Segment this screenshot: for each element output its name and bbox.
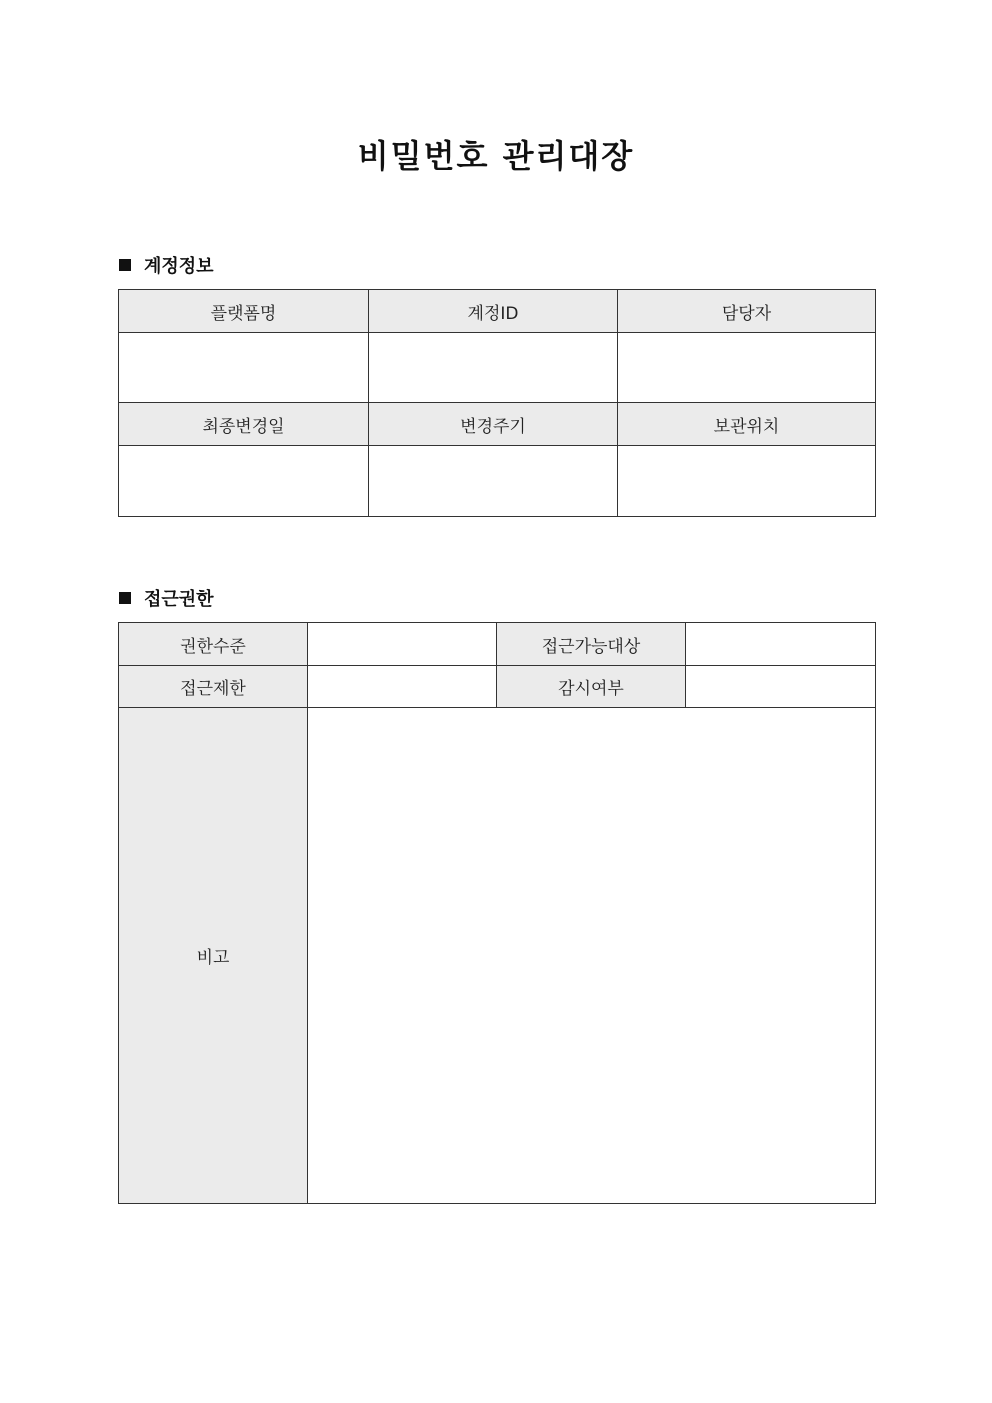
table-row bbox=[119, 708, 876, 1204]
page-title: 비밀번호 관리대장 bbox=[357, 137, 635, 175]
section-heading-account-info bbox=[119, 253, 214, 277]
access-rights-table bbox=[118, 622, 876, 1204]
remarks-label: 비고 bbox=[119, 708, 308, 1204]
table-row bbox=[119, 290, 876, 333]
section-heading-access-rights bbox=[119, 586, 214, 610]
account-info-table bbox=[118, 289, 876, 517]
last-changed-date-field[interactable] bbox=[119, 446, 369, 517]
permission-level-label: 권한수준 bbox=[119, 623, 308, 666]
storage-location-header: 보관위치 bbox=[618, 403, 876, 446]
change-cycle-field[interactable] bbox=[369, 446, 618, 517]
monitoring-label: 감시여부 bbox=[497, 666, 686, 708]
table-row bbox=[119, 623, 876, 666]
square-bullet-icon bbox=[119, 592, 131, 604]
accessible-targets-label: 접근가능대상 bbox=[497, 623, 686, 666]
table-row bbox=[119, 333, 876, 403]
permission-level-field[interactable] bbox=[308, 623, 497, 666]
table-row bbox=[119, 446, 876, 517]
access-restriction-label: 접근제한 bbox=[119, 666, 308, 708]
platform-name-header: 플랫폼명 bbox=[119, 290, 369, 333]
monitoring-field[interactable] bbox=[686, 666, 876, 708]
manager-field[interactable] bbox=[618, 333, 876, 403]
last-changed-date-header: 최종변경일 bbox=[119, 403, 369, 446]
table-row bbox=[119, 666, 876, 708]
change-cycle-header: 변경주기 bbox=[369, 403, 618, 446]
access-restriction-field[interactable] bbox=[308, 666, 497, 708]
section-heading-label: 접근권한 bbox=[144, 589, 214, 610]
platform-name-field[interactable] bbox=[119, 333, 369, 403]
manager-header: 담당자 bbox=[618, 290, 876, 333]
accessible-targets-field[interactable] bbox=[686, 623, 876, 666]
account-id-field[interactable] bbox=[369, 333, 618, 403]
section-heading-label: 계정정보 bbox=[144, 256, 214, 277]
table-row bbox=[119, 403, 876, 446]
square-bullet-icon bbox=[119, 259, 131, 271]
storage-location-field[interactable] bbox=[618, 446, 876, 517]
remarks-field[interactable] bbox=[308, 708, 876, 1204]
account-id-header: 계정ID bbox=[369, 290, 618, 333]
